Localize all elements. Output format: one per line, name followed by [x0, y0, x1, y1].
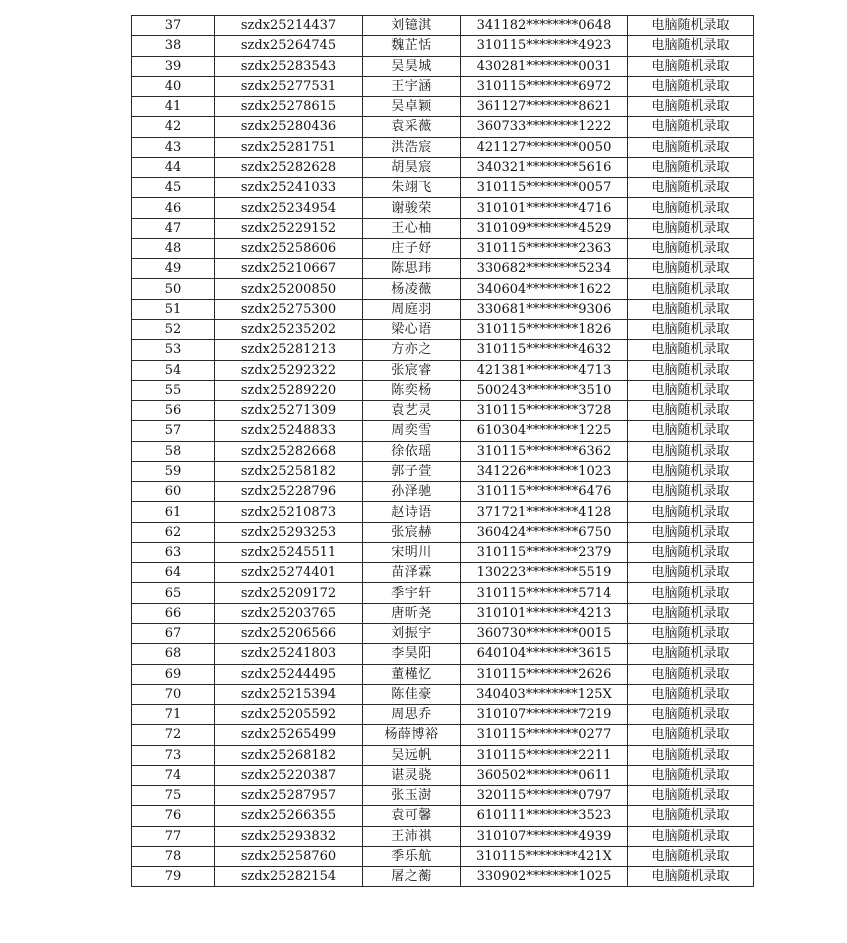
admission-method-cell: 电脑随机录取 [628, 644, 754, 664]
student-name-cell: 刘振宇 [363, 623, 461, 643]
row-number-cell: 57 [132, 421, 215, 441]
row-number-cell: 43 [132, 137, 215, 157]
table-row [132, 806, 754, 826]
id-card-number-cell: 610304********1225 [461, 421, 628, 441]
id-card-number-cell: 310101********4213 [461, 603, 628, 623]
id-card-number-cell: 310109********4529 [461, 218, 628, 238]
admission-method-cell: 电脑随机录取 [628, 117, 754, 137]
id-card-number-cell: 610111********3523 [461, 806, 628, 826]
student-name-cell: 吴远帆 [363, 745, 461, 765]
table-row [132, 461, 754, 481]
id-card-number-cell: 310115********3728 [461, 401, 628, 421]
table-row [132, 299, 754, 319]
table-row [132, 360, 754, 380]
row-number-cell: 67 [132, 623, 215, 643]
row-number-cell: 76 [132, 806, 215, 826]
admission-method-cell: 电脑随机录取 [628, 198, 754, 218]
admission-method-cell: 电脑随机录取 [628, 461, 754, 481]
id-card-number-cell: 310115********2211 [461, 745, 628, 765]
row-number-cell: 62 [132, 522, 215, 542]
row-number-cell: 47 [132, 218, 215, 238]
applicant-id-cell: szdx25235202 [215, 319, 363, 339]
admission-method-cell: 电脑随机录取 [628, 806, 754, 826]
table-row [132, 441, 754, 461]
table-row [132, 319, 754, 339]
id-card-number-cell: 371721********4128 [461, 502, 628, 522]
id-card-number-cell: 310101********4716 [461, 198, 628, 218]
admission-method-cell: 电脑随机录取 [628, 502, 754, 522]
student-name-cell: 周思乔 [363, 705, 461, 725]
id-card-number-cell: 310115********0277 [461, 725, 628, 745]
table-row [132, 238, 754, 258]
row-number-cell: 58 [132, 441, 215, 461]
table-row [132, 826, 754, 846]
table-row [132, 684, 754, 704]
table-row [132, 198, 754, 218]
applicant-id-cell: szdx25283543 [215, 56, 363, 76]
applicant-id-cell: szdx25258606 [215, 238, 363, 258]
student-name-cell: 赵诗语 [363, 502, 461, 522]
admission-method-cell: 电脑随机录取 [628, 563, 754, 583]
admission-method-cell: 电脑随机录取 [628, 583, 754, 603]
applicant-id-cell: szdx25275300 [215, 299, 363, 319]
table-row [132, 603, 754, 623]
student-name-cell: 周奕雪 [363, 421, 461, 441]
student-name-cell: 张宸睿 [363, 360, 461, 380]
student-name-cell: 陈思玮 [363, 259, 461, 279]
admission-method-cell: 电脑随机录取 [628, 137, 754, 157]
student-name-cell: 朱翊飞 [363, 178, 461, 198]
table-row [132, 482, 754, 502]
applicant-id-cell: szdx25248833 [215, 421, 363, 441]
applicant-id-cell: szdx25209172 [215, 583, 363, 603]
applicant-id-cell: szdx25281213 [215, 340, 363, 360]
row-number-cell: 64 [132, 563, 215, 583]
row-number-cell: 51 [132, 299, 215, 319]
applicant-id-cell: szdx25220387 [215, 765, 363, 785]
applicant-id-cell: szdx25281751 [215, 137, 363, 157]
id-card-number-cell: 310115********6972 [461, 76, 628, 96]
applicant-id-cell: szdx25210873 [215, 502, 363, 522]
table-row [132, 786, 754, 806]
id-card-number-cell: 310115********0057 [461, 178, 628, 198]
row-number-cell: 50 [132, 279, 215, 299]
student-name-cell: 屠之蘅 [363, 867, 461, 887]
id-card-number-cell: 430281********0031 [461, 56, 628, 76]
row-number-cell: 73 [132, 745, 215, 765]
table-row [132, 157, 754, 177]
row-number-cell: 54 [132, 360, 215, 380]
student-name-cell: 陈佳豪 [363, 684, 461, 704]
admission-method-cell: 电脑随机录取 [628, 623, 754, 643]
row-number-cell: 68 [132, 644, 215, 664]
admission-method-cell: 电脑随机录取 [628, 522, 754, 542]
applicant-id-cell: szdx25274401 [215, 563, 363, 583]
row-number-cell: 71 [132, 705, 215, 725]
admission-method-cell: 电脑随机录取 [628, 56, 754, 76]
applicant-id-cell: szdx25245511 [215, 542, 363, 562]
table-row [132, 178, 754, 198]
row-number-cell: 38 [132, 36, 215, 56]
applicant-id-cell: szdx25278615 [215, 97, 363, 117]
applicant-id-cell: szdx25229152 [215, 218, 363, 238]
table-row [132, 340, 754, 360]
admission-method-cell: 电脑随机录取 [628, 319, 754, 339]
admission-method-cell: 电脑随机录取 [628, 421, 754, 441]
row-number-cell: 55 [132, 380, 215, 400]
row-number-cell: 72 [132, 725, 215, 745]
applicant-id-cell: szdx25258182 [215, 461, 363, 481]
row-number-cell: 44 [132, 157, 215, 177]
student-name-cell: 李昊阳 [363, 644, 461, 664]
row-number-cell: 78 [132, 846, 215, 866]
admission-method-cell: 电脑随机录取 [628, 16, 754, 36]
admission-list-sheet [131, 15, 753, 887]
id-card-number-cell: 310115********6476 [461, 482, 628, 502]
id-card-number-cell: 310115********4632 [461, 340, 628, 360]
row-number-cell: 41 [132, 97, 215, 117]
admission-method-cell: 电脑随机录取 [628, 218, 754, 238]
admission-method-cell: 电脑随机录取 [628, 401, 754, 421]
student-name-cell: 王沛祺 [363, 826, 461, 846]
id-card-number-cell: 341226********1023 [461, 461, 628, 481]
applicant-id-cell: szdx25228796 [215, 482, 363, 502]
table-row [132, 56, 754, 76]
student-name-cell: 王心柚 [363, 218, 461, 238]
table-row [132, 16, 754, 36]
student-name-cell: 袁采薇 [363, 117, 461, 137]
applicant-id-cell: szdx25214437 [215, 16, 363, 36]
table-row [132, 259, 754, 279]
student-name-cell: 徐依瑶 [363, 441, 461, 461]
student-name-cell: 袁可馨 [363, 806, 461, 826]
admission-method-cell: 电脑随机录取 [628, 867, 754, 887]
student-name-cell: 刘镱淇 [363, 16, 461, 36]
table-row [132, 705, 754, 725]
applicant-id-cell: szdx25287957 [215, 786, 363, 806]
id-card-number-cell: 310115********5714 [461, 583, 628, 603]
row-number-cell: 45 [132, 178, 215, 198]
row-number-cell: 65 [132, 583, 215, 603]
student-name-cell: 董槿忆 [363, 664, 461, 684]
applicant-id-cell: szdx25268182 [215, 745, 363, 765]
id-card-number-cell: 310115********2379 [461, 542, 628, 562]
admission-method-cell: 电脑随机录取 [628, 542, 754, 562]
student-name-cell: 魏芷恬 [363, 36, 461, 56]
admission-method-cell: 电脑随机录取 [628, 745, 754, 765]
student-name-cell: 吴昊城 [363, 56, 461, 76]
id-card-number-cell: 330682********5234 [461, 259, 628, 279]
id-card-number-cell: 310107********4939 [461, 826, 628, 846]
student-name-cell: 袁艺灵 [363, 401, 461, 421]
student-name-cell: 张宸赫 [363, 522, 461, 542]
admission-method-cell: 电脑随机录取 [628, 178, 754, 198]
student-name-cell: 梁心语 [363, 319, 461, 339]
admission-method-cell: 电脑随机录取 [628, 725, 754, 745]
student-name-cell: 苗泽霖 [363, 563, 461, 583]
row-number-cell: 37 [132, 16, 215, 36]
applicant-id-cell: szdx25282628 [215, 157, 363, 177]
id-card-number-cell: 310115********1826 [461, 319, 628, 339]
row-number-cell: 60 [132, 482, 215, 502]
table-row [132, 664, 754, 684]
table-row [132, 401, 754, 421]
table-row [132, 36, 754, 56]
row-number-cell: 40 [132, 76, 215, 96]
student-name-cell: 郭子萱 [363, 461, 461, 481]
id-card-number-cell: 360730********0015 [461, 623, 628, 643]
row-number-cell: 74 [132, 765, 215, 785]
applicant-id-cell: szdx25277531 [215, 76, 363, 96]
row-number-cell: 77 [132, 826, 215, 846]
applicant-id-cell: szdx25282668 [215, 441, 363, 461]
student-name-cell: 孙泽驰 [363, 482, 461, 502]
table-row [132, 745, 754, 765]
admission-method-cell: 电脑随机录取 [628, 664, 754, 684]
applicant-id-cell: szdx25289220 [215, 380, 363, 400]
applicant-id-cell: szdx25241033 [215, 178, 363, 198]
student-name-cell: 张玉澍 [363, 786, 461, 806]
row-number-cell: 46 [132, 198, 215, 218]
id-card-number-cell: 360502********0611 [461, 765, 628, 785]
student-name-cell: 陈奕杨 [363, 380, 461, 400]
table-row [132, 542, 754, 562]
applicant-id-cell: szdx25282154 [215, 867, 363, 887]
student-name-cell: 谢骏荣 [363, 198, 461, 218]
applicant-id-cell: szdx25203765 [215, 603, 363, 623]
table-row [132, 117, 754, 137]
admission-method-cell: 电脑随机录取 [628, 826, 754, 846]
id-card-number-cell: 320115********0797 [461, 786, 628, 806]
applicant-id-cell: szdx25266355 [215, 806, 363, 826]
admission-method-cell: 电脑随机录取 [628, 441, 754, 461]
table-row [132, 97, 754, 117]
id-card-number-cell: 421127********0050 [461, 137, 628, 157]
applicant-id-cell: szdx25210667 [215, 259, 363, 279]
applicant-id-cell: szdx25271309 [215, 401, 363, 421]
row-number-cell: 49 [132, 259, 215, 279]
applicant-id-cell: szdx25258760 [215, 846, 363, 866]
table-row [132, 867, 754, 887]
applicant-id-cell: szdx25293253 [215, 522, 363, 542]
row-number-cell: 75 [132, 786, 215, 806]
row-number-cell: 42 [132, 117, 215, 137]
admission-method-cell: 电脑随机录取 [628, 603, 754, 623]
applicant-id-cell: szdx25200850 [215, 279, 363, 299]
id-card-number-cell: 360733********1222 [461, 117, 628, 137]
admission-method-cell: 电脑随机录取 [628, 157, 754, 177]
applicant-id-cell: szdx25215394 [215, 684, 363, 704]
row-number-cell: 66 [132, 603, 215, 623]
id-card-number-cell: 130223********5519 [461, 563, 628, 583]
row-number-cell: 48 [132, 238, 215, 258]
table-row [132, 380, 754, 400]
student-name-cell: 周庭羽 [363, 299, 461, 319]
student-name-cell: 洪浩宸 [363, 137, 461, 157]
admission-method-cell: 电脑随机录取 [628, 360, 754, 380]
student-name-cell: 宋明川 [363, 542, 461, 562]
applicant-id-cell: szdx25264745 [215, 36, 363, 56]
table-row [132, 644, 754, 664]
admission-method-cell: 电脑随机录取 [628, 786, 754, 806]
row-number-cell: 79 [132, 867, 215, 887]
table-row [132, 846, 754, 866]
row-number-cell: 63 [132, 542, 215, 562]
table-row [132, 522, 754, 542]
table-row [132, 765, 754, 785]
student-name-cell: 王宇涵 [363, 76, 461, 96]
student-name-cell: 季乐航 [363, 846, 461, 866]
admission-method-cell: 电脑随机录取 [628, 238, 754, 258]
applicant-id-cell: szdx25292322 [215, 360, 363, 380]
admission-method-cell: 电脑随机录取 [628, 340, 754, 360]
id-card-number-cell: 340604********1622 [461, 279, 628, 299]
id-card-number-cell: 330902********1025 [461, 867, 628, 887]
student-name-cell: 谌灵骁 [363, 765, 461, 785]
admission-method-cell: 电脑随机录取 [628, 76, 754, 96]
admission-method-cell: 电脑随机录取 [628, 36, 754, 56]
id-card-number-cell: 500243********3510 [461, 380, 628, 400]
applicant-id-cell: szdx25206566 [215, 623, 363, 643]
admission-method-cell: 电脑随机录取 [628, 299, 754, 319]
row-number-cell: 53 [132, 340, 215, 360]
id-card-number-cell: 361127********8621 [461, 97, 628, 117]
student-name-cell: 唐昕尧 [363, 603, 461, 623]
table-row [132, 279, 754, 299]
id-card-number-cell: 340403********125X [461, 684, 628, 704]
row-number-cell: 56 [132, 401, 215, 421]
student-name-cell: 胡昊宸 [363, 157, 461, 177]
admission-method-cell: 电脑随机录取 [628, 380, 754, 400]
admission-method-cell: 电脑随机录取 [628, 765, 754, 785]
table-row [132, 218, 754, 238]
table-row [132, 583, 754, 603]
admission-table-body [132, 16, 754, 887]
admission-method-cell: 电脑随机录取 [628, 259, 754, 279]
id-card-number-cell: 310107********7219 [461, 705, 628, 725]
applicant-id-cell: szdx25280436 [215, 117, 363, 137]
admission-method-cell: 电脑随机录取 [628, 97, 754, 117]
id-card-number-cell: 310115********421X [461, 846, 628, 866]
student-name-cell: 吴卓颖 [363, 97, 461, 117]
row-number-cell: 52 [132, 319, 215, 339]
student-name-cell: 庄子妤 [363, 238, 461, 258]
applicant-id-cell: szdx25293832 [215, 826, 363, 846]
student-name-cell: 方亦之 [363, 340, 461, 360]
row-number-cell: 39 [132, 56, 215, 76]
applicant-id-cell: szdx25244495 [215, 664, 363, 684]
table-row [132, 137, 754, 157]
admission-method-cell: 电脑随机录取 [628, 684, 754, 704]
table-row [132, 76, 754, 96]
admission-table [131, 15, 754, 887]
id-card-number-cell: 310115********2363 [461, 238, 628, 258]
table-row [132, 421, 754, 441]
table-row [132, 563, 754, 583]
row-number-cell: 59 [132, 461, 215, 481]
student-name-cell: 季宇轩 [363, 583, 461, 603]
id-card-number-cell: 341182********0648 [461, 16, 628, 36]
applicant-id-cell: szdx25234954 [215, 198, 363, 218]
row-number-cell: 70 [132, 684, 215, 704]
id-card-number-cell: 421381********4713 [461, 360, 628, 380]
applicant-id-cell: szdx25205592 [215, 705, 363, 725]
row-number-cell: 69 [132, 664, 215, 684]
table-row [132, 502, 754, 522]
table-row [132, 623, 754, 643]
id-card-number-cell: 640104********3615 [461, 644, 628, 664]
student-name-cell: 杨薛博裕 [363, 725, 461, 745]
admission-method-cell: 电脑随机录取 [628, 846, 754, 866]
student-name-cell: 杨凌薇 [363, 279, 461, 299]
applicant-id-cell: szdx25241803 [215, 644, 363, 664]
admission-method-cell: 电脑随机录取 [628, 482, 754, 502]
id-card-number-cell: 310115********6362 [461, 441, 628, 461]
id-card-number-cell: 310115********2626 [461, 664, 628, 684]
id-card-number-cell: 330681********9306 [461, 299, 628, 319]
row-number-cell: 61 [132, 502, 215, 522]
applicant-id-cell: szdx25265499 [215, 725, 363, 745]
table-row [132, 725, 754, 745]
id-card-number-cell: 340321********5616 [461, 157, 628, 177]
id-card-number-cell: 310115********4923 [461, 36, 628, 56]
admission-method-cell: 电脑随机录取 [628, 705, 754, 725]
id-card-number-cell: 360424********6750 [461, 522, 628, 542]
admission-method-cell: 电脑随机录取 [628, 279, 754, 299]
